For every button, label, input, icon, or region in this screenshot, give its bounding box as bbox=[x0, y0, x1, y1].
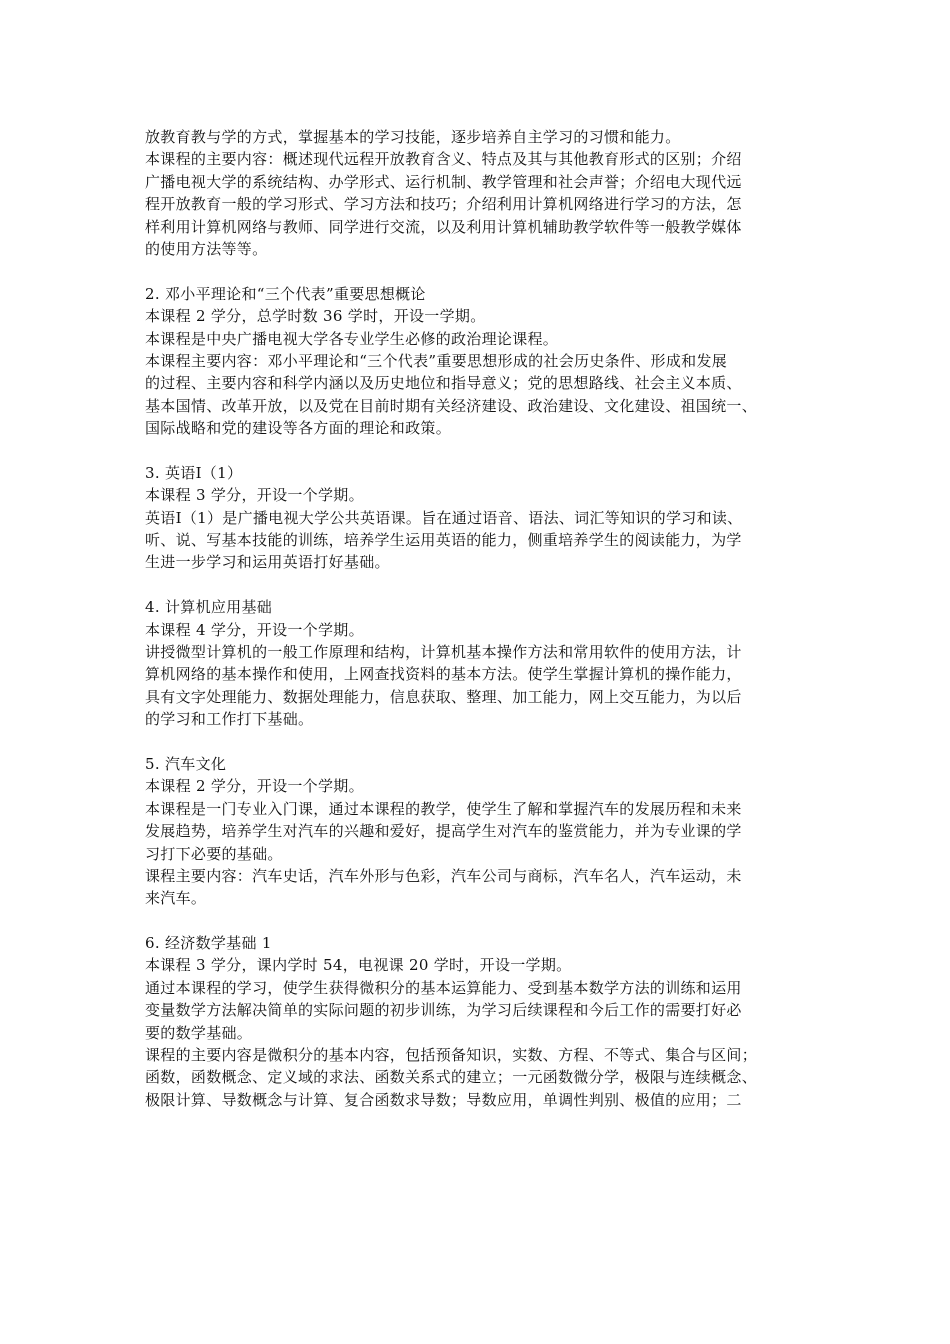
text-line: 国际战略和党的建设等各方面的理论和政策。 bbox=[145, 419, 452, 438]
section-heading: 4. 计算机应用基础 bbox=[145, 598, 273, 617]
text-line: 课程的主要内容是微积分的基本内容，包括预备知识，实数、方程、不等式、集合与区间； bbox=[145, 1046, 758, 1065]
section-english bbox=[145, 462, 815, 574]
text-line: 通过本课程的学习，使学生获得微积分的基本运算能力、受到基本数学方法的训练和运用 bbox=[145, 978, 742, 997]
text-line: 广播电视大学的系统结构、办学形式、运行机制、教学管理和社会声誉；介绍电大现代远 bbox=[145, 172, 742, 191]
text-line: 算机网络的基本操作和使用，上网查找资料的基本方法。使学生掌握计算机的操作能力， bbox=[145, 665, 742, 684]
text-line: 极限计算、导数概念与计算、复合函数求导数；导数应用，单调性判别、极值的应用；二 bbox=[145, 1090, 742, 1109]
section-computer-basics bbox=[145, 596, 815, 730]
text-line: 发展趋势，培养学生对汽车的兴趣和爱好，提高学生对汽车的鉴赏能力，并为专业课的学 bbox=[145, 822, 742, 841]
section-heading: 5. 汽车文化 bbox=[145, 754, 227, 773]
text-line: 讲授微型计算机的一般工作原理和结构，计算机基本操作方法和常用软件的使用方法，计 bbox=[145, 642, 742, 661]
text-line: 的使用方法等等。 bbox=[145, 239, 268, 258]
section-auto-culture bbox=[145, 753, 815, 910]
text-line: 课程主要内容：汽车史话，汽车外形与色彩，汽车公司与商标，汽车名人，汽车运动，未 bbox=[145, 866, 742, 885]
text-line: 本课程 2 学分，总学时数 36 学时，开设一学期。 bbox=[145, 307, 486, 326]
text-line: 本课程的主要内容：概述现代远程开放教育含义、特点及其与其他教育形式的区别；介绍 bbox=[145, 150, 742, 169]
text-line: 变量数学方法解决简单的实际问题的初步训练，为学习后续课程和今后工作的需要打好必 bbox=[145, 1001, 742, 1020]
text-line: 程开放教育一般的学习形式、学习方法和技巧；介绍利用计算机网络进行学习的方法，怎 bbox=[145, 195, 742, 214]
text-line: 本课程 2 学分，开设一个学期。 bbox=[145, 777, 364, 796]
section-economic-math bbox=[145, 932, 815, 1111]
document-page bbox=[145, 126, 815, 1111]
text-line: 函数，函数概念、定义域的求法、函数关系式的建立；一元函数微分学，极限与连续概念、 bbox=[145, 1068, 758, 1087]
section-heading: 6. 经济数学基础 1 bbox=[145, 934, 272, 953]
text-line: 的学习和工作打下基础。 bbox=[145, 710, 314, 729]
text-line: 习打下必要的基础。 bbox=[145, 844, 283, 863]
section-deng-theory bbox=[145, 283, 815, 440]
text-line: 来汽车。 bbox=[145, 889, 207, 908]
text-line: 本课程是一门专业入门课，通过本课程的教学，使学生了解和掌握汽车的发展历程和未来 bbox=[145, 799, 742, 818]
text-line: 具有文字处理能力、数据处理能力，信息获取、整理、加工能力，网上交互能力，为以后 bbox=[145, 687, 742, 706]
text-line: 生进一步学习和运用英语打好基础。 bbox=[145, 553, 390, 572]
text-line: 样利用计算机网络与教师、同学进行交流，以及利用计算机辅助教学软件等一般教学媒体 bbox=[145, 217, 742, 236]
text-line: 本课程是中央广播电视大学各专业学生必修的政治理论课程。 bbox=[145, 329, 559, 348]
text-line: 本课程 3 学分，开设一个学期。 bbox=[145, 486, 364, 505]
text-line: 英语Ⅰ（1）是广播电视大学公共英语课。旨在通过语音、语法、词汇等知识的学习和读、 bbox=[145, 508, 743, 527]
text-line: 的过程、主要内容和科学内涵以及历史地位和指导意义；党的思想路线、社会主义本质、 bbox=[145, 374, 742, 393]
section-heading: 2. 邓小平理论和“三个代表”重要思想概论 bbox=[145, 284, 426, 303]
text-line: 要的数学基础。 bbox=[145, 1023, 253, 1042]
text-line: 听、说、写基本技能的训练，培养学生运用英语的能力，侧重培养学生的阅读能力，为学 bbox=[145, 531, 742, 550]
text-line: 放教育教与学的方式，掌握基本的学习技能，逐步培养自主学习的习惯和能力。 bbox=[145, 128, 681, 146]
text-line: 本课程 4 学分，开设一个学期。 bbox=[145, 620, 364, 639]
section-intro-course bbox=[145, 126, 815, 260]
text-line: 本课程主要内容：邓小平理论和“三个代表”重要思想形成的社会历史条件、形成和发展 bbox=[145, 351, 728, 370]
section-heading: 3. 英语Ⅰ（1） bbox=[145, 463, 243, 482]
text-line: 基本国情、改革开放，以及党在目前时期有关经济建设、政治建设、文化建设、祖国统一、 bbox=[145, 396, 758, 415]
text-line: 本课程 3 学分，课内学时 54，电视课 20 学时，开设一学期。 bbox=[145, 956, 572, 975]
